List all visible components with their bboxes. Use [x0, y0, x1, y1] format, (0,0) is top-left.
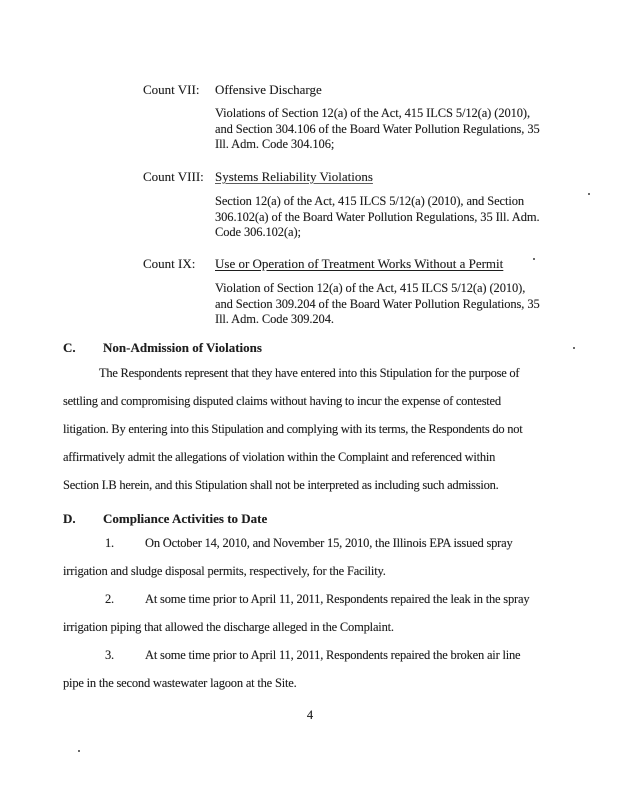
- paragraph-line: litigation. By entering into this Stipulation and complying with its terms, the Respondents do not: [63, 422, 523, 436]
- count-viii-label: Count VIII:: [143, 169, 204, 184]
- scan-speck: [573, 347, 575, 349]
- item-1-text: On October 14, 2010, and November 15, 2010, the Illinois EPA issued spray: [145, 536, 513, 550]
- citation-line: Violations of Section 12(a) of the Act, 415 ILCS 5/12(a) (2010),: [215, 106, 531, 120]
- item-2-continuation: irrigation piping that allowed the discharge alleged in the Complaint.: [63, 620, 394, 634]
- count-viii-citation: [215, 194, 540, 241]
- citation-line: Ill. Adm. Code 309.204.: [215, 312, 334, 326]
- compliance-item-3: [105, 648, 520, 663]
- page-number: 4: [306, 708, 314, 722]
- item-3-text: At some time prior to April 11, 2011, Respondents repaired the broken air line: [145, 648, 521, 662]
- count-viii-title: Systems Reliability Violations: [215, 169, 373, 184]
- item-1-continuation: irrigation and sludge disposal permits, respectively, for the Facility.: [63, 564, 386, 578]
- count-vii-title: Offensive Discharge: [215, 82, 322, 97]
- scan-speck: [533, 258, 535, 260]
- item-3-number: 3.: [105, 648, 114, 662]
- count-vii-label: Count VII:: [143, 82, 200, 97]
- item-3-continuation: pipe in the second wastewater lagoon at the Site.: [63, 676, 297, 690]
- scan-speck: [78, 750, 80, 752]
- paragraph-line: settling and compromising disputed claims without having to incur the expense of contested: [63, 394, 501, 408]
- paragraph-line: affirmatively admit the allegations of violation within the Complaint and referenced within: [63, 450, 496, 464]
- scan-speck: [588, 193, 590, 195]
- citation-line: and Section 304.106 of the Board Water Pollution Regulations, 35: [215, 121, 540, 136]
- citation-line: Code 306.102(a);: [215, 225, 301, 239]
- section-d-letter: D.: [63, 511, 76, 526]
- count-vii-citation: [215, 106, 540, 153]
- count-ix-label: Count IX:: [143, 256, 196, 271]
- section-d-heading: Compliance Activities to Date: [103, 511, 268, 526]
- count-ix-title: Use or Operation of Treatment Works Without a Permit: [215, 256, 504, 271]
- count-ix-citation: [215, 281, 540, 328]
- citation-line: Ill. Adm. Code 304.106;: [215, 137, 335, 151]
- citation-line: 306.102(a) of the Board Water Pollution Regulations, 35 Ill. Adm.: [215, 209, 540, 224]
- citation-line: Violation of Section 12(a) of the Act, 415 ILCS 5/12(a) (2010),: [215, 281, 526, 295]
- section-c-letter: C.: [63, 340, 76, 355]
- compliance-item-2: [105, 592, 529, 607]
- compliance-item-1: [105, 536, 513, 551]
- item-2-text: At some time prior to April 11, 2011, Respondents repaired the leak in the spray: [145, 592, 530, 606]
- section-c-heading: Non-Admission of Violations: [103, 340, 262, 355]
- paragraph-line: The Respondents represent that they have entered into this Stipulation for the purpose of: [99, 366, 520, 380]
- paragraph-line: Section I.B herein, and this Stipulation shall not be interpreted as including such admission.: [63, 478, 499, 492]
- citation-line: Section 12(a) of the Act, 415 ILCS 5/12(a) (2010), and Section: [215, 194, 525, 208]
- item-2-number: 2.: [105, 592, 114, 606]
- citation-line: and Section 309.204 of the Board Water Pollution Regulations, 35: [215, 296, 540, 311]
- item-1-number: 1.: [105, 536, 114, 550]
